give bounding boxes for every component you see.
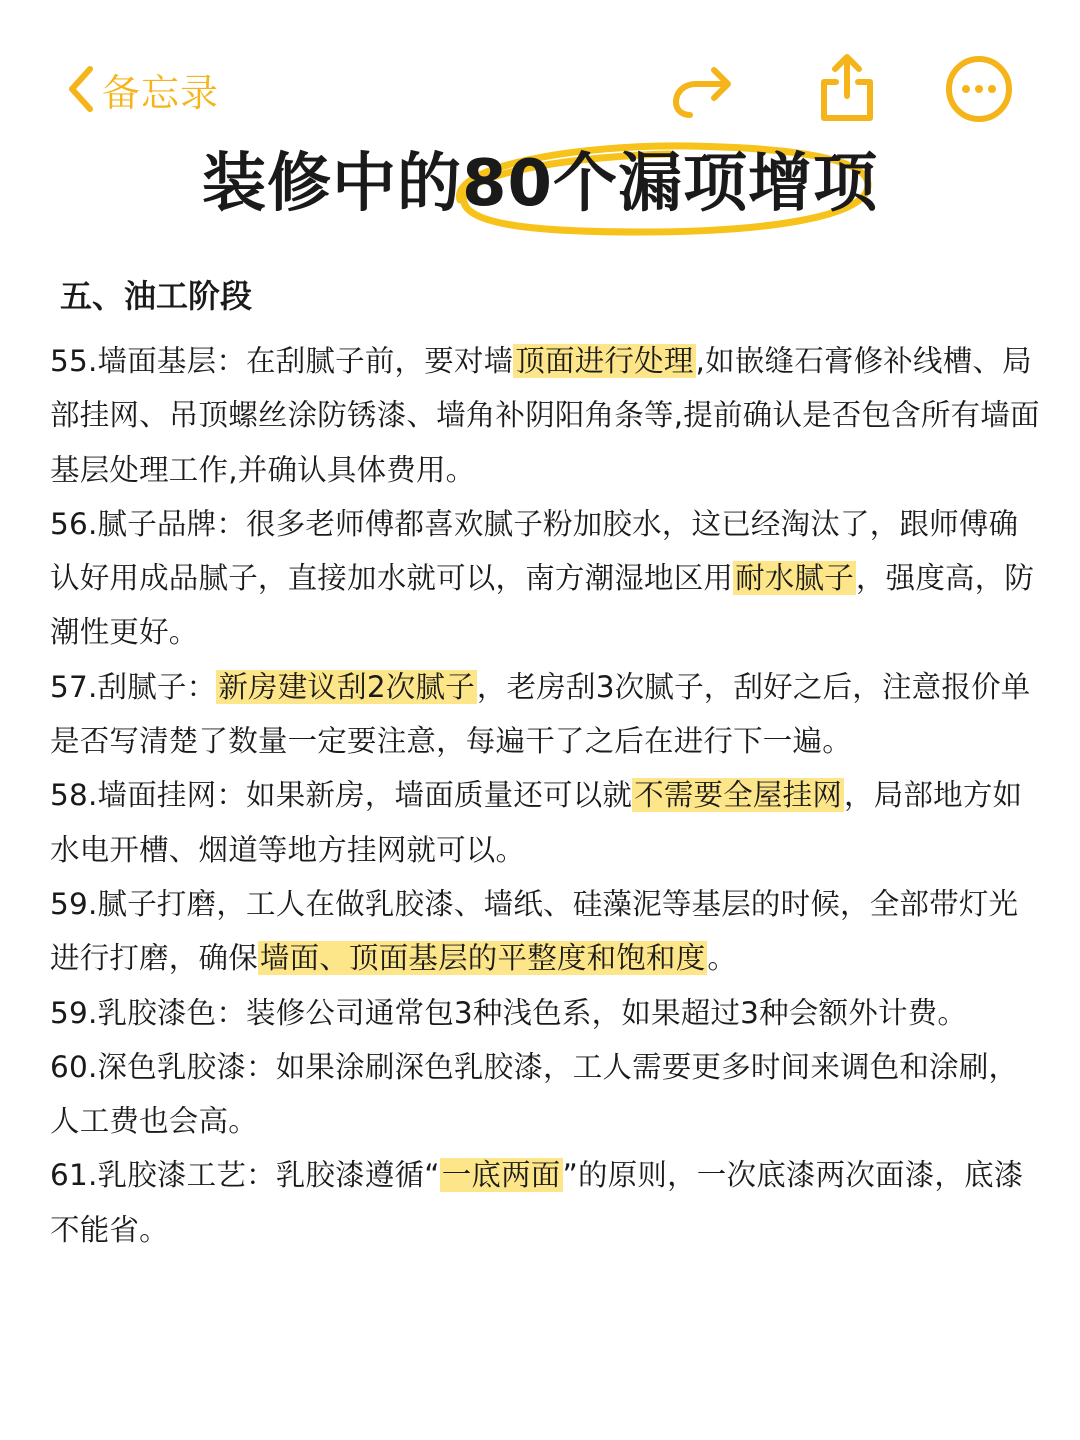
item-text: ，局部地方如水电开槽、烟道等地方挂网就可以。	[50, 778, 1023, 867]
section-heading: 五、油工阶段	[60, 277, 253, 315]
page-title	[0, 144, 1080, 224]
note-item-58	[50, 768, 1040, 877]
share-icon[interactable]	[818, 52, 876, 124]
note-content	[50, 268, 1040, 1257]
back-button[interactable]	[66, 62, 219, 116]
top-bar	[0, 0, 1080, 140]
highlighted-text: 不需要全屋挂网	[634, 778, 843, 813]
note-item-56	[50, 497, 1040, 660]
highlighted-text: 耐水腻子	[735, 561, 854, 596]
item-text: 60.深色乳胶漆：如果涂刷深色乳胶漆，工人需要更多时间来调色和涂刷，人工费也会高。	[50, 1049, 1019, 1139]
item-text: 61.乳胶漆工艺：乳胶漆遵循“	[50, 1158, 440, 1193]
highlighted-text: 墙面、顶面基层的平整度和饱和度	[259, 941, 706, 976]
item-text: 59.乳胶漆色：装修公司通常包3种浅色系，如果超过3种会额外计费。	[50, 995, 968, 1030]
item-text: 56.腻子品牌：很多老师傅都喜欢腻子粉加胶水，这已经淘汰了，跟师傅确认好用成品腻子，直接加水就可以，南方潮湿地区用	[50, 506, 1019, 596]
item-text: 。	[707, 941, 738, 976]
item-text: ,如嵌缝石膏修补线槽、局部挂网、吊顶螺丝涂防锈漆、墙角补阴阳角条等,提前确认是否包含所有墙面基层处理工作,并确认具体费用。	[50, 344, 1040, 487]
title-highlight: 80个漏项增项	[461, 147, 879, 221]
back-label: 备忘录	[102, 70, 220, 115]
item-text: 55.墙面基层：在刮腻子前，要对墙	[50, 344, 514, 378]
item-text: ，强度高，防潮性更好。	[50, 561, 1035, 650]
item-text: ，老房刮3次腻子，刮好之后，注意报价单是否写清楚了数量一定要注意，每遍干了之后在进行下一遍。	[50, 669, 1031, 759]
note-item-59a	[50, 877, 1040, 986]
note-item-61	[50, 1148, 1040, 1257]
item-text: 59.腻子打磨，工人在做乳胶漆、墙纸、硅藻泥等基层的时候，全部带灯光进行打磨，确保	[50, 886, 1019, 976]
note-item-59b	[50, 986, 1040, 1040]
item-text: 57.刮腻子：	[50, 669, 217, 704]
note-item-57	[50, 660, 1040, 769]
title-area	[0, 138, 1080, 238]
redo-icon[interactable]	[670, 60, 732, 118]
note-item-55	[50, 334, 1040, 497]
highlighted-text: 新房建议刮2次腻子	[218, 669, 475, 704]
highlighted-text: 顶面进行处理	[515, 344, 694, 378]
item-list	[50, 334, 1040, 1257]
item-text: 58.墙面挂网：如果新房，墙面质量还可以就	[50, 778, 633, 813]
item-text: ”的原则，一次底漆两次面漆，底漆不能省。	[50, 1158, 1024, 1247]
chevron-left-icon	[66, 65, 96, 113]
title-pre: 装修中的	[201, 147, 462, 221]
note-item-60	[50, 1040, 1040, 1149]
more-icon[interactable]	[944, 54, 1014, 124]
highlighted-text: 一底两面	[441, 1158, 561, 1193]
